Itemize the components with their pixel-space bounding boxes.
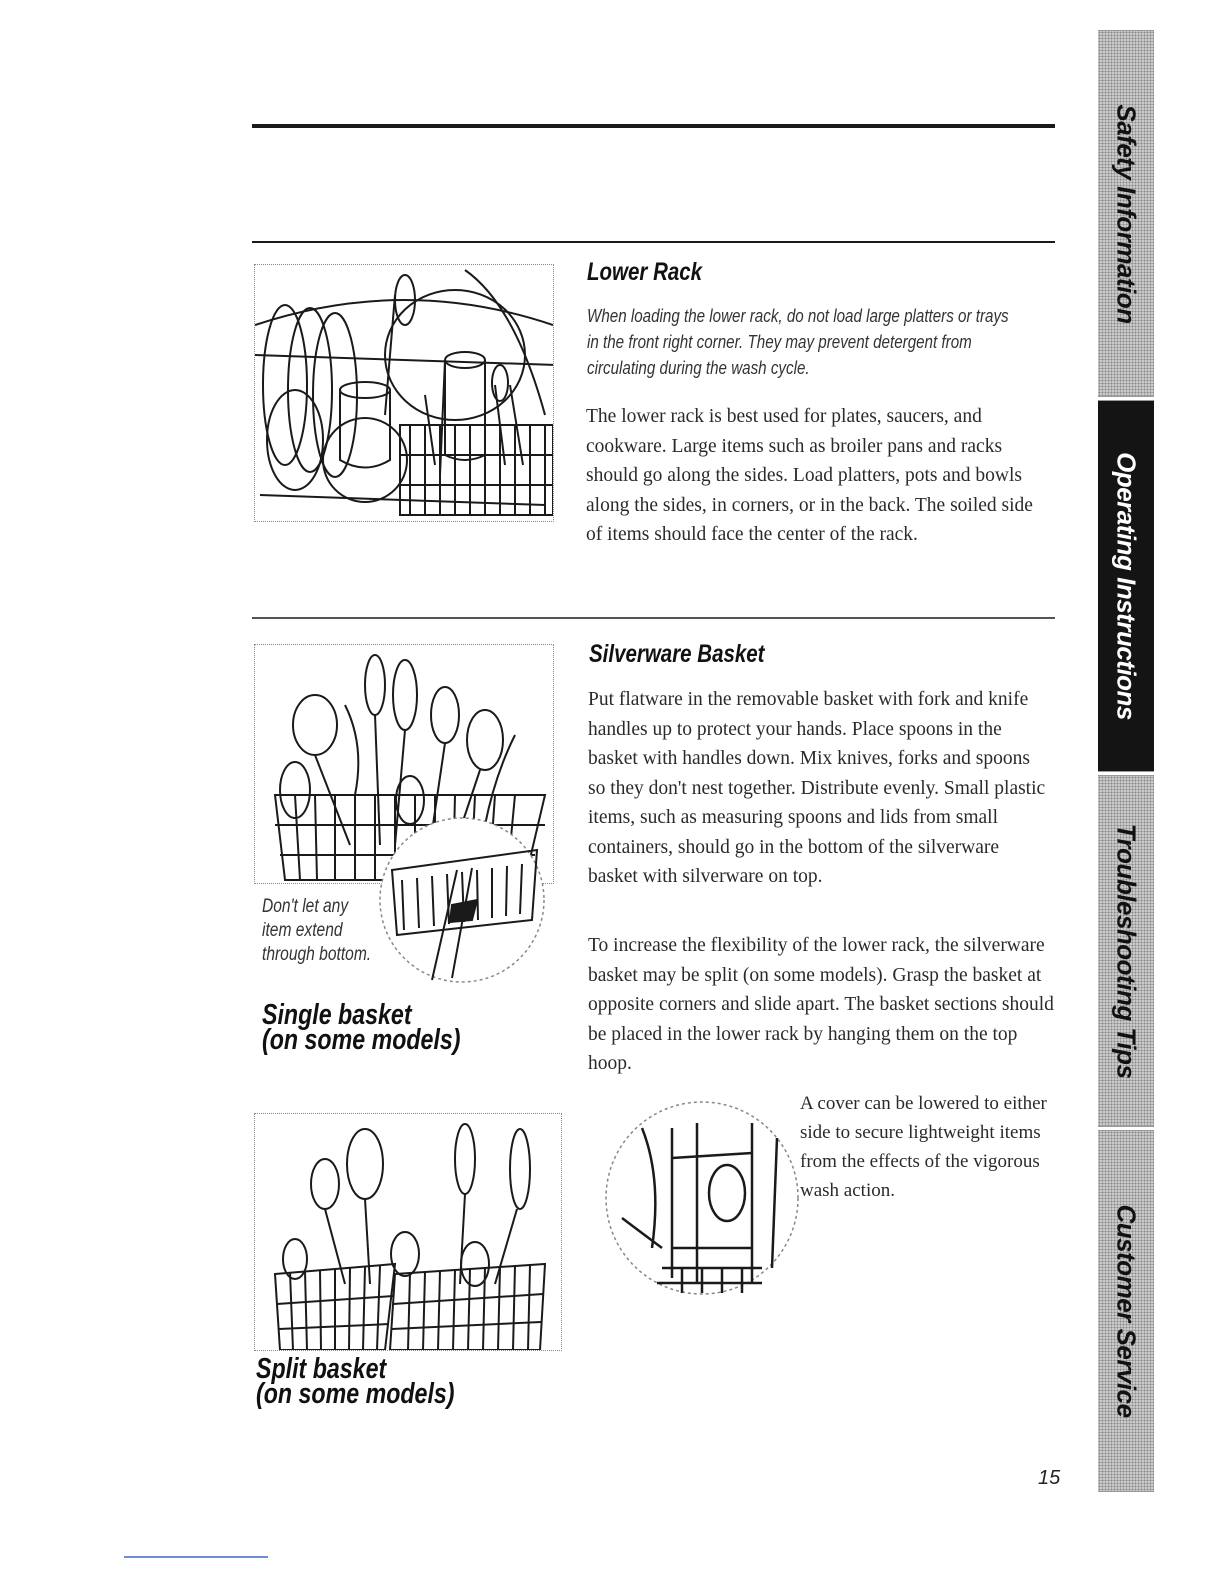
silverware-paragraph-2: To increase the flexibility of the lower rack, the silverware basket may be split (on some models). Grasp the basket at opposite corners and slide apart. The basket sections should be placed in the lower rack by hanging them on the top hoop. <box>588 935 1054 1074</box>
lower-rack-illustration <box>254 264 554 522</box>
top-rule <box>252 124 1055 128</box>
section-divider <box>252 617 1055 619</box>
footer-line <box>124 1556 268 1558</box>
note-line: through bottom. <box>262 944 372 965</box>
single-basket-caption <box>262 999 461 1056</box>
note-line: item extend <box>262 920 343 941</box>
basket-bottom-detail-icon <box>372 810 552 990</box>
caption-line: (on some models) <box>256 1378 455 1410</box>
caption-line: Single basket <box>262 999 412 1031</box>
tab-troubleshooting-tips[interactable] <box>1098 775 1154 1127</box>
tab-label: Safety Information <box>1111 103 1142 324</box>
tab-customer-service[interactable] <box>1098 1130 1154 1492</box>
note-line: Don't let any <box>262 896 349 917</box>
section-divider <box>252 241 1055 243</box>
lower-rack-heading: Lower Rack <box>587 258 703 286</box>
tab-label: Troubleshooting Tips <box>1111 823 1142 1079</box>
basket-cover-note: A cover can be lowered to either side to secure lightweight items from the effects of the vigorous wash action. <box>800 1093 1047 1201</box>
section-tabs <box>1098 30 1154 1490</box>
caption-line: (on some models) <box>262 1024 461 1056</box>
basket-warning-note <box>262 895 371 967</box>
silverware-basket-heading: Silverware Basket <box>589 640 765 668</box>
tab-safety-information[interactable] <box>1098 30 1154 397</box>
split-basket-caption <box>256 1353 455 1410</box>
caption-line: Split basket <box>256 1353 387 1385</box>
tab-operating-instructions[interactable] <box>1098 400 1154 772</box>
basket-cover-illustration <box>602 1098 802 1298</box>
split-basket-illustration <box>254 1113 562 1351</box>
silverware-paragraph-1: Put flatware in the removable basket with fork and knife handles up to protect your hands. Place spoons in the basket with handles down. Mix knives, forks and spoons so they don't nest together. Distribute evenly. Small plastic items, such as measuring spoons and lids from small containers, should go in the bottom of the silverware basket with silverware on top. <box>588 689 1046 887</box>
tab-label: Operating Instructions <box>1111 452 1142 720</box>
lower-rack-warning: When loading the lower rack, do not load large platters or trays in the front right corner. They may prevent detergent from circulating during the wash cycle. <box>587 305 1009 378</box>
tab-label: Customer Service <box>1111 1204 1142 1418</box>
lower-rack-body: The lower rack is best used for plates, saucers, and cookware. Large items such as broiler pans and racks should go along the sides. Load platters, pots and bowls along the sides, in corners, or in the back. The soiled side of items should face the center of the rack. <box>586 406 1033 545</box>
page-number: 15 <box>1038 1467 1061 1489</box>
